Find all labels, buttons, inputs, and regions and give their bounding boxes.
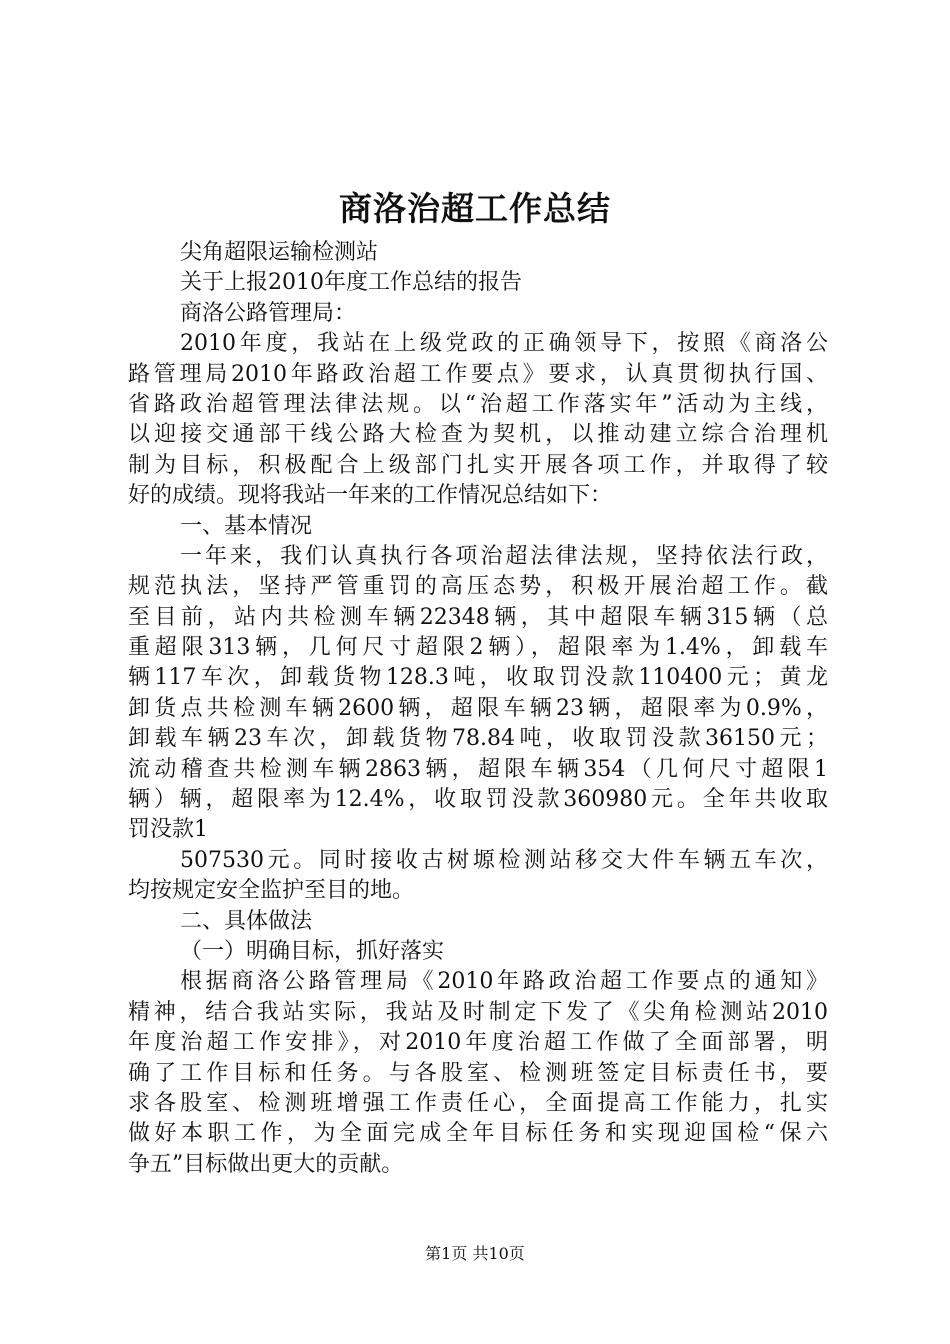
- text-line: 做好本职工作，为全面完成全年目标任务和实现迎国检“保六: [128, 1121, 828, 1147]
- text-line: 争五”目标做出更大的贡献。: [128, 1151, 404, 1177]
- section-heading-basic: 一、基本情况: [180, 513, 313, 539]
- text-line: 罚没款1: [128, 817, 208, 843]
- text-line: 卸载车辆23车次，卸载货物78.84吨，收取罚没款36150元；: [128, 726, 828, 752]
- text-line: 年度治超工作安排》，对2010年度治超工作做了全面部署，明: [128, 1030, 828, 1056]
- text-line: 至目前，站内共检测车辆22348辆，其中超限车辆315辆（总: [128, 604, 828, 630]
- text-line: 507530元。同时接收古树塬检测站移交大件车辆五车次，: [180, 847, 828, 873]
- text-line: 辆）辆，超限率为12.4%，收取罚没款360980元。全年共收取: [128, 787, 828, 813]
- text-line: 重超限313辆，几何尺寸超限2辆），超限率为1.4%，卸载车: [128, 635, 828, 661]
- text-line: 制为目标，积极配合上级部门扎实开展各项工作，并取得了较: [128, 452, 828, 478]
- text-line: 均按规定安全监护至目的地。: [128, 878, 415, 904]
- section-heading-methods: 二、具体做法: [180, 908, 313, 934]
- text-line: 卸货点共检测车辆2600辆，超限车辆23辆，超限率为0.9%，: [128, 695, 828, 721]
- document-title: 商洛治超工作总结: [339, 189, 611, 228]
- text-line-org: 尖角超限运输检测站: [180, 240, 379, 265]
- text-line: 确了工作目标和任务。与各股室、检测班签定目标责任书，要: [128, 1060, 828, 1086]
- text-line: 规范执法，坚持严管重罚的高压态势，积极开展治超工作。截: [128, 574, 828, 600]
- text-line: 2010年度，我站在上级党政的正确领导下，按照《商洛公: [180, 331, 828, 357]
- document-body: [128, 238, 828, 1180]
- text-line: 流动稽查共检测车辆2863辆，超限车辆354（几何尺寸超限1: [128, 756, 828, 782]
- text-line: 根据商洛公路管理局《2010年路政治超工作要点的通知》: [180, 969, 828, 995]
- text-line-recipient: 商洛公路管理局：: [180, 300, 357, 326]
- text-line: 好的成绩。现将我站一年来的工作情况总结如下：: [128, 483, 613, 509]
- text-line: 一年来，我们认真执行各项治超法律法规，坚持依法行政，: [180, 543, 828, 569]
- subsection-heading-goals: （一）明确目标，抓好落实: [180, 938, 445, 964]
- text-line: 精神，结合我站实际，我站及时制定下发了《尖角检测站2010: [128, 999, 828, 1025]
- text-line: 路管理局2010年路政治超工作要点》要求，认真贯彻执行国、: [128, 361, 828, 387]
- text-line: 省路政治超管理法律法规。以“治超工作落实年”活动为主线，: [128, 391, 828, 417]
- text-line: 以迎接交通部干线公路大检查为契机，以推动建立综合治理机: [128, 422, 828, 448]
- page-footer: 第1页 共10页: [425, 1244, 525, 1263]
- text-line: 求各股室、检测班增强工作责任心，全面提高工作能力，扎实: [128, 1090, 828, 1116]
- text-line-report-title: 关于上报2010年度工作总结的报告: [180, 270, 522, 296]
- text-line: 辆117车次，卸载货物128.3吨，收取罚没款110400元；黄龙: [128, 665, 828, 691]
